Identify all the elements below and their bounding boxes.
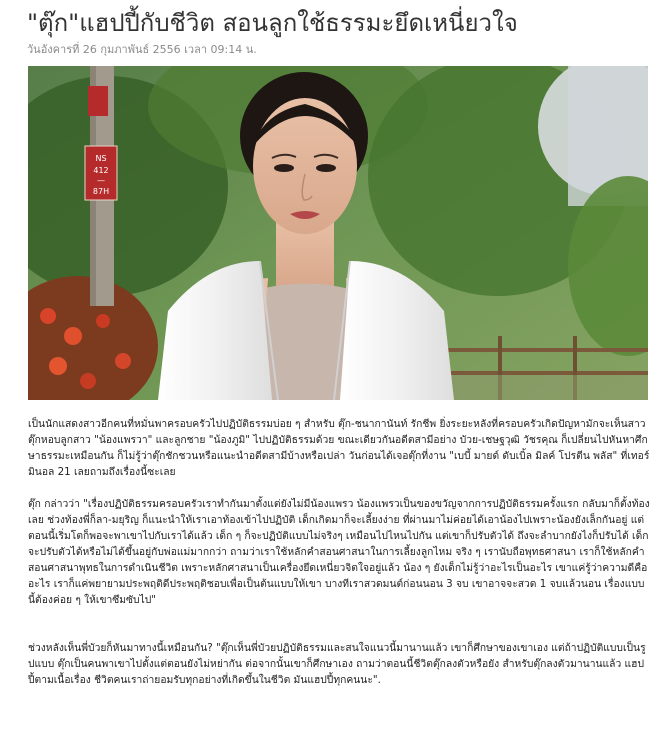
svg-text:NS: NS (95, 154, 107, 163)
article-paragraph: เป็นนักแสดงสาวอีกคนที่หมั่นพาครอบครัวไปปฏิบัติธรรมบ่อย ๆ สำหรับ ตุ๊ก-ชนากานันท์ รักชีพ ยิ่งระยะหลังที่ครอบครัวเกิดปัญหามักจะเห็นสาวตุ๊กหอบลูกสาว "น้องแพรวา" และลูกชาย "น้องภูมิ" ไปปฏิบัติธรรมด้วย ขณะเดียวกันอดีตสามีอย่าง บัวย-เชษฐวุฒิ วัชรคุณ ก็เปลี่ยนไปหันหาศึกษาธรรมะเหมือนกัน ก็ไม่รู้ว่าตุ๊กชักชวนหรือแนะนำอดีตสามีบ้างหรือเปล่า วันก่อนได้เจอตุ๊กที่งาน "เบบี้ มายด์ ดับเบิ้ล มิลค์ โปรตีน พลัส" ที่เทอร์มินอล 21 เลยถามถึงเรื่องนี้ซะเลย (28, 418, 650, 478)
article-paragraph: ตุ๊ก กล่าวว่า "เรื่องปฏิบัติธรรมครอบครัวเราทำกันมาตั้งแต่ยังไม่มีน้องแพรว น้องแพรวเป็นของขวัญจากการปฏิบัติธรรมครั้งแรก กลับมาก็ตั้งท้องเลย ช่วงท้องพี่ก็ลา-มยุริญ ก็แนะนำให้เราเอาท้องเข้าไปปฏิบัติ เด็กเกิดมาก็จะเลี้ยงง่าย ที่ผ่านมาไม่ค่อยได้เอาน้องไปเพราะน้องยังเล็กกันอยู่ แต่ตอนนี้เริ่มโตก็พอจะพาเขาไปกับเราได้แล้ว เด็ก ๆ ก็จะปฏิบัติแบบไม่จริงๆ เหมือนไปไหนไปกัน แต่เขาก็ปรับตัวได้ ถึงจะลำบากยังไงก็ปรับได้ เด็กจะปรับตัวได้หรือไม่ได้ขึ้นอยู่กับพ่อแม่มากกว่า ถามว่าเราใช้หลักคำสอนศาสนาในการเลี้ยงลูกไหม จริง ๆ เรานับถือพุทธศาสนา เราก็ใช้หลักคำสอนศาสนาพุทธในการดำเนินชีวิต เพราะหลักศาสนาเป็นเครื่องยึดเหนี่ยวจิตใจอยู่แล้ว น้อง ๆ ยังเด็กไม่รู้ว่าอะไรเป็นอะไร เขาแค่รู้ว่าความดีคืออะไร เราก็แค่พยายามประพฤติดีประพฤติชอบเพื่อเป็นต้นแบบให้เขา บางทีเราสวดมนต์ก่อนนอน 3 จบ เขาอาจจะสวด 1 จบแล้วนอน เรื่องแบบนี้ต้องค่อย ๆ ให้เขาซึมซับไป" (28, 498, 650, 606)
portrait-photo (28, 66, 648, 400)
article-body (28, 416, 650, 720)
svg-text:412: 412 (93, 166, 109, 175)
article-paragraph: ช่วงหลังเห็นพี่บัวยก็หันมาทางนี้เหมือนกัน? "ตุ๊กเห็นพี่บัวยปฏิบัติธรรมและสนใจแนวนี้มานานแล้ว เขาก็ศึกษาของเขาเอง แต่ถ้าปฏิบัติแบบเป็นรูปแบบ ตุ๊กเป็นคนพาเขาไปตั้งแต่ตอนยังไม่หย่ากัน ต่อจากนั้นเขาก็ศึกษาเอง ถามว่าตอนนี้ชีวิตตุ๊กลงตัวหรือยัง สำหรับตุ๊กลงตัวมานานแล้ว แฮปปี้ตามเนื้อเรื่อง ชีวิตคนเราถ่ายอมรับทุกอย่างที่เกิดขึ้นในชีวิต มันแฮปปี้ทุกคนนะ". (28, 642, 646, 686)
svg-text:87H: 87H (92, 187, 110, 196)
article-dateline: วันอังคารที่ 26 กุมภาพันธ์ 2556 เวลา 09:14 น. (27, 43, 257, 56)
article-photo (28, 66, 648, 400)
svg-text:—: — (97, 176, 105, 185)
article-headline: "ตุ๊ก"แฮปปี้กับชีวิต สอนลูกใช้ธรรมะยึดเหนี่ยวใจ (27, 9, 518, 37)
